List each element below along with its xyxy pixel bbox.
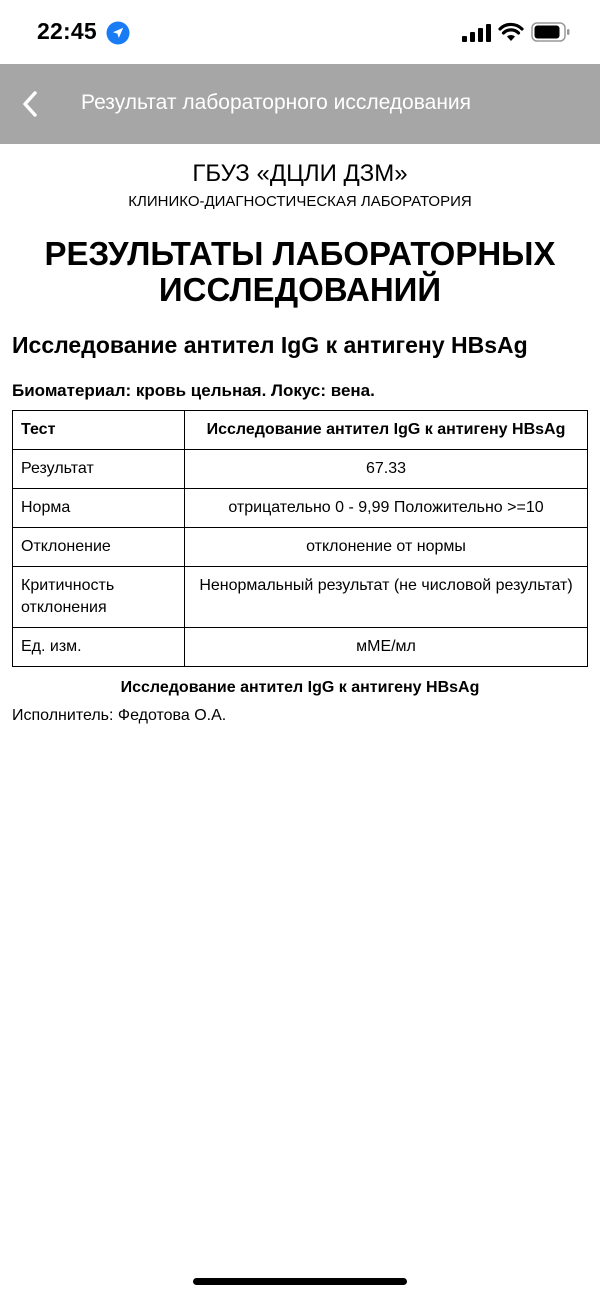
executor-line: Исполнитель: Федотова О.А.: [12, 707, 227, 724]
results-table: [12, 410, 588, 667]
row-value-cell: отрицательно 0 - 9,99 Положительно >=10: [185, 489, 588, 528]
back-button[interactable]: [10, 84, 50, 124]
table-header-row: [13, 411, 588, 450]
org-subtitle: КЛИНИКО-ДИАГНОСТИЧЕСКАЯ ЛАБОРАТОРИЯ: [128, 193, 472, 210]
row-value-cell: Ненормальный результат (не числовой результат): [185, 567, 588, 628]
document-title: РЕЗУЛЬТАТЫ ЛАБОРАТОРНЫХ ИССЛЕДОВАНИЙ: [44, 235, 556, 308]
row-value-cell: отклонение от нормы: [185, 528, 588, 567]
chevron-left-icon: [20, 90, 40, 118]
footer-test-title: Исследование антител IgG к антигену HBsAg: [120, 679, 480, 696]
nav-title: Результат лабораторного исследования: [81, 91, 472, 114]
header-value-cell: Исследование антител IgG к антигену HBsAg: [185, 411, 588, 450]
row-label-cell: Норма: [13, 489, 185, 528]
wifi-icon: [498, 21, 524, 43]
document-content: [12, 144, 588, 727]
table-row: [13, 489, 588, 528]
battery-icon: [531, 22, 571, 42]
status-bar: [0, 0, 600, 64]
row-label-cell: Ед. изм.: [13, 628, 185, 667]
home-indicator[interactable]: [193, 1278, 407, 1285]
row-label-cell: Критичность отклонения: [13, 567, 185, 628]
location-arrow-icon: [106, 21, 130, 45]
biomaterial-line: Биоматериал: кровь цельная. Локус: вена.: [12, 381, 375, 400]
org-name: ГБУЗ «ДЦЛИ ДЗМ»: [192, 160, 408, 187]
row-value-cell: мМЕ/мл: [185, 628, 588, 667]
status-time: 22:45: [37, 18, 97, 44]
table-row: [13, 450, 588, 489]
row-value-cell: 67.33: [185, 450, 588, 489]
row-label-cell: Отклонение: [13, 528, 185, 567]
table-row: [13, 628, 588, 667]
cellular-signal-icon: [462, 24, 492, 42]
row-label-cell: Результат: [13, 450, 185, 489]
test-title: Исследование антител IgG к антигену HBsAg: [12, 332, 528, 358]
nav-bar: [0, 64, 600, 144]
header-label-cell: Тест: [13, 411, 185, 450]
table-row: [13, 528, 588, 567]
table-row: [13, 567, 588, 628]
